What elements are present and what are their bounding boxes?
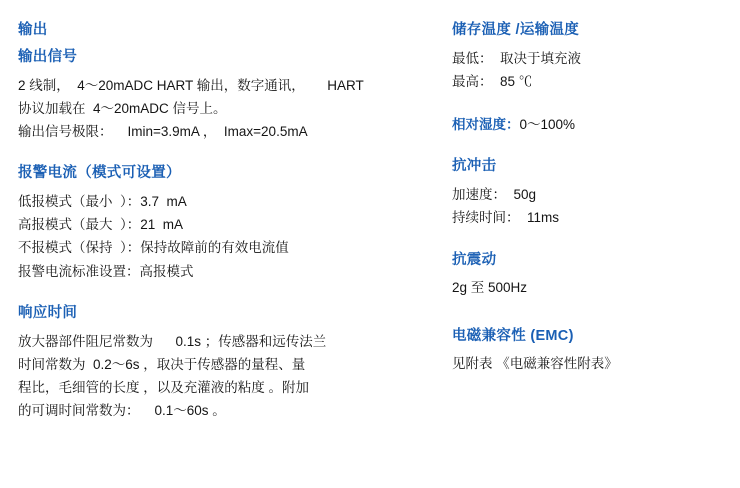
- response-time-title: 响应时间: [18, 304, 78, 321]
- storage-temp-line-1: 最低： 取决于填充液: [452, 50, 582, 66]
- vibration-emc-spacer: [452, 306, 727, 326]
- vibration-resistance-section: [452, 250, 727, 300]
- emc-line-1: 见附表 《电磁兼容性附表》: [452, 356, 618, 372]
- relative-humidity-title: 相对湿度：: [452, 117, 520, 133]
- output-signal-subtitle: 输出信号: [18, 48, 78, 65]
- response-line-1: 放大器部件阻尼常数为 0.1s ；传感器和远传法兰: [18, 333, 327, 349]
- storage-temperature-section: [452, 20, 727, 93]
- humidity-shock-spacer: [452, 142, 727, 156]
- alarm-line-3: 不报模式（保持 ）：保持故障前的有效电流值: [18, 240, 289, 256]
- emc-section: [452, 326, 727, 376]
- output-section: [18, 20, 448, 143]
- top-spacer: [18, 0, 448, 20]
- temp-humidity-spacer: [452, 99, 727, 113]
- response-line-3: 程比，毛细管的长度 ，以及充灌液的粘度 。附加: [18, 379, 310, 395]
- output-line-2: 协议加载在 4～20mADC 信号上。: [18, 100, 227, 116]
- response-time-section: [18, 303, 448, 423]
- vibration-resistance-title: 抗震动: [452, 251, 497, 268]
- shock-vibration-spacer: [452, 236, 727, 250]
- alarm-response-spacer: [18, 289, 448, 303]
- output-line-1: 2 线制， 4～20mADC HART 输出，数字通讯， HART: [18, 77, 364, 93]
- vibration-line-1: 2g 至 500Hz: [452, 280, 528, 296]
- alarm-line-1: 低报模式（最小 ）：3.7 mA: [18, 193, 187, 209]
- shock-resistance-section: [452, 156, 727, 229]
- alarm-current-title: 报警电流（模式可设置）: [18, 165, 181, 182]
- right-top-spacer: [452, 0, 727, 20]
- shock-line-1: 加速度： 50g: [452, 187, 537, 203]
- relative-humidity-section: [452, 113, 727, 136]
- storage-temp-line-2: 最高： 85 ℃: [452, 73, 533, 89]
- output-line-3: 输出信号极限： Imin=3.9mA ， Imax=20.5mA: [18, 123, 308, 139]
- right-column: [452, 0, 727, 382]
- alarm-current-section: [18, 163, 448, 283]
- response-line-4: 的可调时间常数为： 0.1～60s 。: [18, 403, 226, 419]
- shock-line-2: 持续时间： 11ms: [452, 210, 560, 226]
- alarm-line-4: 报警电流标准设置：高报模式: [18, 263, 194, 279]
- response-line-2: 时间常数为 0.2～6s ，取决于传感器的量程、量: [18, 356, 306, 372]
- relative-humidity-row: [452, 113, 727, 136]
- relative-humidity-value: 0～100%: [519, 117, 576, 133]
- shock-resistance-title: 抗冲击: [452, 158, 497, 175]
- storage-temperature-title: 储存温度 /运输温度: [452, 22, 580, 38]
- output-alarm-spacer: [18, 149, 448, 163]
- left-column: [18, 0, 448, 428]
- output-section-title: 输出: [18, 22, 48, 38]
- alarm-line-2: 高报模式（最大 ）：21 mA: [18, 217, 184, 233]
- emc-title: 电磁兼容性 (EMC): [452, 327, 574, 344]
